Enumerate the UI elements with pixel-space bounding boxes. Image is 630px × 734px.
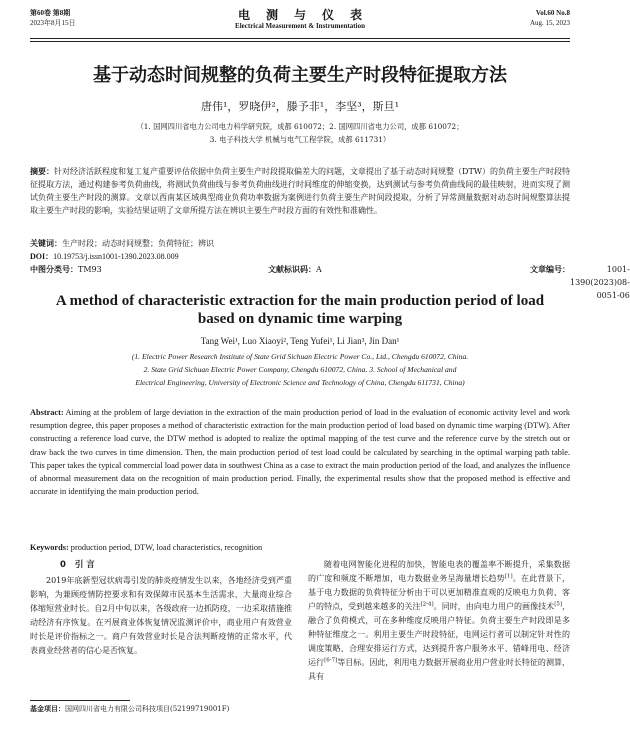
paper-title-cn: 基于动态时间规整的负荷主要生产时段特征提取方法 xyxy=(93,65,507,86)
document-code xyxy=(268,263,322,276)
abstract-en xyxy=(30,406,570,498)
keywords-en-label: Keywords: xyxy=(30,543,69,552)
citation: [6-7] xyxy=(324,657,338,664)
section-heading xyxy=(30,558,292,572)
abstract-cn xyxy=(30,165,570,217)
abstract-cn-text: 针对经济活跃程度和复工复产重要评估依据中负荷主要生产时段提取偏差大的问题，文章提出了基于动态时间规整（DTW）的负荷主要生产时段特征提取方法，通过构建参考负荷曲线，将测试负荷曲线与参考负荷曲线进行时间维度的伸缩变换，达到测试与参考负荷曲线间的最佳映射，进而实现了测试负荷主要生产时段的测算。文章以西南某区域典型商业负荷功率数据为案例进行负荷主要生产时间段提取，分析了异常测量数据对动态时间规整算法提取主要生产时段的影响，实验结果证明了文章所提方法在辨识主要生产时段方面的有效性和准确性。 xyxy=(30,167,571,215)
citation: [5] xyxy=(554,601,562,608)
fund-footnote xyxy=(30,704,300,714)
header-rule-thin xyxy=(30,41,570,42)
journal-title-cn: 电测与仪表 xyxy=(237,8,378,22)
article-number-value: 1001-1390(2023)08-0051-06 xyxy=(570,265,630,300)
volume-en: Vol.60 No.8 xyxy=(535,9,570,17)
affiliation-line: (1. Electric Power Research Institute of State Grid Sichuan Electric Power Co., Ltd., Chengdu 610072, China. xyxy=(131,352,469,361)
page-header xyxy=(30,8,570,36)
citation: [2-4] xyxy=(420,601,434,608)
abstract-cn-label: 摘要： xyxy=(30,166,55,176)
doi-label: DOI： xyxy=(30,252,54,261)
body-column-left xyxy=(30,558,292,658)
doi-value: 10.19753/j.issn1001-1390.2023.08.009 xyxy=(53,252,179,261)
keywords-cn-text: 生产时段；动态时间规整；负荷特征；辨识 xyxy=(62,239,214,248)
header-right xyxy=(530,8,570,28)
classification-line xyxy=(30,263,630,300)
header-rule-thick xyxy=(30,38,570,39)
journal-title-en: Electrical Measurement & Instrumentation xyxy=(235,22,365,30)
document-code-label: 文献标识码： xyxy=(268,264,316,274)
section-title: 引 言 xyxy=(74,560,95,570)
affiliation-line: 3. 电子科技大学 机械与电气工程学院，成都 611731） xyxy=(209,135,391,144)
citation: [1] xyxy=(504,573,513,580)
date-en: Aug. 15, 2023 xyxy=(529,19,570,27)
keywords-en xyxy=(30,541,570,554)
fund-text: 国网四川省电力有限公司科技项目(52199719001F) xyxy=(65,705,230,713)
body-paragraph xyxy=(308,558,570,684)
body-paragraph: 2019年底新型冠状病毒引发的肺炎疫情发生以来，各地经济受到严重影响，为兼顾疫情防控要求和有效保障市民基本生活需求，大量商业综合体缩短营业时长。自2月中旬以来，各级政府一边抓防疫，一边采取措施推动经济有序恢复。在커展商业体恢复情况监测评价中，商业用户有效营业时长是评价指标之一。商户有效营业时长是合法判断疫情的正常水平，代表商业经营者的信心是否恢复。 xyxy=(30,576,292,655)
body-column-right xyxy=(308,558,570,684)
keywords-en-text: production period, DTW, load characteristics, recognition xyxy=(68,543,263,552)
clc-value: TM93 xyxy=(78,265,102,274)
doi xyxy=(30,250,570,263)
text-run: 随着电网智能化进程的加快，智能电表的覆盖率不断提升，采集数据的广度和频度不断增加，电力数据业务呈海量增长趋势 xyxy=(308,560,570,583)
affiliations-en xyxy=(40,350,560,389)
authors-en: Tang Wei¹, Luo Xiaoyi², Teng Yufei¹, Li Jian³, Jin Dan¹ xyxy=(200,336,400,346)
article-number xyxy=(530,263,630,300)
paper-title-en: A method of characteristic extraction for the main production period of load based on dynamic time warping xyxy=(55,293,545,327)
article-number-label: 文章编号： xyxy=(530,264,570,274)
fund-label: 基金项目： xyxy=(30,704,65,713)
document-code-value: A xyxy=(316,265,322,274)
text-run: 。在此背景下，基于电力数据的负荷特征分析由于可以更加精准直观的反映电力负荷、客户的特点，受到越来越多的关注 xyxy=(308,574,571,611)
affiliation-line: （1. 国网四川省电力公司电力科学研究院，成都 610072；2. 国网四川省电力公司，成都 610072； xyxy=(136,122,464,131)
affiliation-line: Electrical Engineering, University of Electronic Science and Technology of China, Chengdu 611731, China) xyxy=(135,378,465,387)
section-number: 0 xyxy=(60,560,66,570)
volume-cn: 第60卷 第8期 xyxy=(30,9,71,17)
text-run: 。同时，由向电力用户的画像技术 xyxy=(433,602,555,611)
keywords-cn-label: 关键词： xyxy=(30,238,62,248)
footnote-rule xyxy=(30,700,130,701)
text-run: ，融合了负荷模式，可在多种维度反映用户特征。负荷主要生产时段即是多种特征维度之一。利用主要生产时段特征，电网运行者可以制定针对性的调度策略、合理安排运行方式，达到提升客户服务水平、错峰用电、经济运行 xyxy=(308,602,571,667)
clc-code xyxy=(30,263,102,276)
authors-cn: 唐伟¹，罗晓伊²，滕予非¹，李坚³，斯旦¹ xyxy=(200,100,400,113)
header-center xyxy=(30,8,570,31)
clc-label: 中图分类号： xyxy=(30,264,78,274)
abstract-en-text: Aiming at the problem of large deviation in the extraction of the main production period of load in the evaluation of economic activity level and work resumption degree, this paper proposes a method of characteristic extraction for the main production period of load based on dynamic time warping (DTW). After constructing a reference load curve, the DTW method is adopted to realize the optimal mapping of the test curve and the reference curve by the stretch out or draw back the two curves in time dimension. Then, the main production period of test load could be calculated by searching in the optimal warping path table. This paper takes the typical commercial load power data in southwest China as a case to extract the main production period of the load, and analyzes the influence of abnormal measurement data on the recognition of main production period. Finally, the experimental results show that the proposed method is effective and accurate in identifying the main production period. xyxy=(30,408,570,497)
keywords-cn xyxy=(30,237,570,250)
text-run: 等目标。因此，利用电力数据开展商业用户营业时长特征的测算，具有 xyxy=(308,658,571,681)
affiliations-cn xyxy=(40,120,560,146)
date-cn: 2023年8月15日 xyxy=(30,19,76,27)
abstract-en-label: Abstract: xyxy=(30,408,64,417)
affiliation-line: 2. State Grid Sichuan Electric Power Company, Chengdu 610072, China. 3. School of Mechanical and xyxy=(143,365,457,374)
